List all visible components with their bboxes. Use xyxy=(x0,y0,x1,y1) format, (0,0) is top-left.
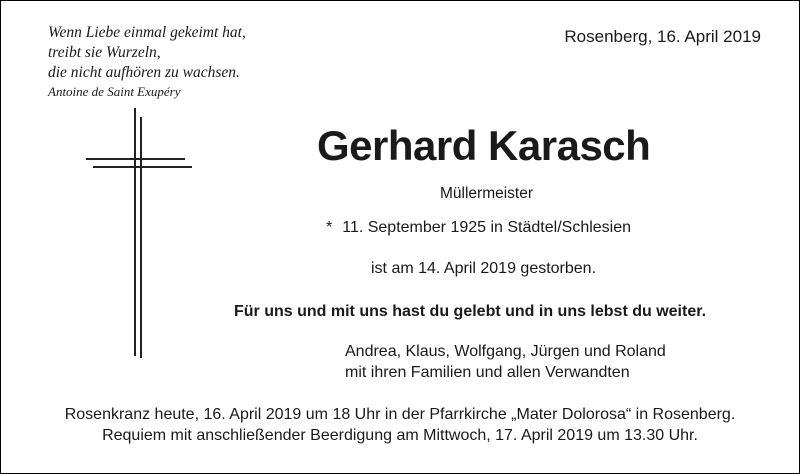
service-line: Requiem mit anschließender Beerdigung am Mittwoch, 17. April 2019 um 13.30 Uhr. xyxy=(102,427,698,444)
quote-line: treibt sie Wurzeln, xyxy=(48,44,161,61)
birth-text: 11. September 1925 in Städtel/Schlesien xyxy=(342,219,632,236)
mourners-line: Andrea, Klaus, Wolfgang, Jürgen und Roland xyxy=(345,343,666,360)
place-date: Rosenberg, 16. April 2019 xyxy=(564,27,761,46)
quote-line: die nicht aufhören zu wachsen. xyxy=(48,64,240,81)
mourners xyxy=(345,341,666,383)
quote-author: Antoine de Saint Exupéry xyxy=(48,84,181,99)
quote-line: Wenn Liebe einmal gekeimt hat, xyxy=(48,24,246,41)
motto: Für uns und mit uns hast du gelebt und in uns lebst du weiter. xyxy=(234,303,707,320)
deceased-name: Gerhard Karasch xyxy=(317,122,651,169)
death-info: ist am 14. April 2019 gestorben. xyxy=(371,260,597,277)
birth-symbol: * xyxy=(326,219,333,236)
service-details xyxy=(1,404,799,446)
service-line: Rosenkranz heute, 16. April 2019 um 18 Uhr in der Pfarrkirche „Mater Dolorosa“ in Rosenberg. xyxy=(64,406,736,423)
birth-info xyxy=(326,219,631,237)
epigraph-quote xyxy=(48,23,246,100)
deceased-occupation: Müllermeister xyxy=(440,185,534,202)
mourners-line: mit ihren Familien und allen Verwandten xyxy=(345,364,630,381)
